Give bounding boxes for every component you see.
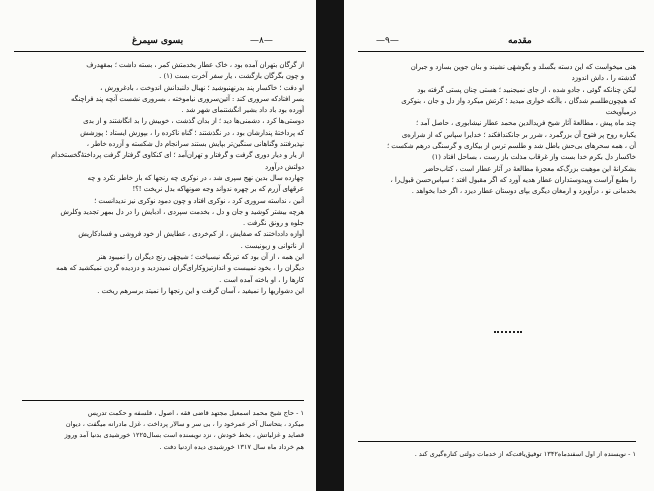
left-page (0, 0, 316, 491)
text-line: را بطبع آراست وپیدوستداران عطار هدیه آورد که اگر مقبول افتد ؛ سپاس‌حسن قبول‌را ، (390, 175, 636, 184)
left-page-header (14, 36, 306, 52)
text-line: بخدمانی نو ، درآویزد و ارمغان دیگری بپای دوستان عطار دیزد ، اگر خدا بخواهد . (411, 187, 636, 196)
right-page-body (356, 62, 636, 198)
text-line: این همه ، از آن بود که تیرنگه نیسیاخت ؛ شیچهٔی رنج دیگران را نمیبود هنر (96, 253, 304, 262)
text-line: آن ، همه سحرهای بی‌حش باطل شد و طلسم ترس از بیکاری و گرسنگی درهم شکست ؛ (386, 142, 636, 151)
text-line: از ناتوانی و زبونیست . (240, 241, 304, 250)
page-number: —۹— (376, 36, 399, 46)
footnote-line: میکرد ، بتحاسال آخر عمرخود را ، بی سر و سالار پرداخت ، غزل مادرانه میگفت ، دیوان (65, 420, 304, 429)
text-line: عرقهای آزرم که بر چهره ندواند وجه ضونهاکه بدل نریخت !؟! (132, 185, 304, 194)
text-line: درمیآویخت (605, 108, 636, 117)
footnote-line: هم خرداد ماه سال ۱۳۱۷ خورشیدی دیده ازدنیا دفت . (159, 442, 304, 451)
footnote-rule (358, 441, 636, 442)
footnote-line: ۱ - نویسنده از اول اسفندماه۱۳۴۲ توفیق‌یافت‌که از خدمات دولتی کناره‌گیری کند . (414, 450, 636, 458)
text-line: این دشواریها را نمیفید ، آسان گرفت و این رنجها را نمیتد برسرهم ریخت . (97, 286, 304, 295)
footnote (16, 408, 304, 453)
text-line: او دفت ؛ خاکسار پند بدرنهنبوشید ؛ نهبال دلنبدانش اندوخت ، بادغرورش ، (100, 83, 304, 92)
text-line: از یار و دیار دوری گرفت و گرفتار و تهران‌آمد ؛ ای کنکاوی گرفتار گرفت پرداختهٔ‌گخستخدام (50, 151, 304, 160)
text-line: کارها را ، او باخته آمده است . (219, 275, 304, 284)
text-line: آنین ، نداسته سروری کرد ، نوکری افتاد و چون دمود نوکری نیز ندیدانست ؛ (94, 196, 304, 205)
left-page-body (16, 60, 304, 297)
text-line: دولتش درآورد (264, 162, 304, 171)
text-line: دیگران را ، بخود نمیبست و اندازتیزوکارای‌گران نمیدزدید و دزدیده گردن نمیکشید که همه (56, 264, 304, 273)
text-line: چهارده سال بدین نهج سپری شد ، در نوکری چه رنجها که بار خاطر نکرد و چه (87, 173, 304, 182)
text-line: هنی میخواست که این دسته بگسلد و بگوشهٔی نشیند و بنان جوین بسازد و جبران (410, 63, 636, 71)
text-line: یکباره روح پر فتوح آن بزرگمرد ، شرر بر جانکندافکند ؛ خدایرا سپاس که از شراره‌ی (401, 130, 636, 139)
text-line: جلوه و رونق نگرفت . (242, 219, 304, 228)
text-line: لیکن چنانکه گوئی ، جادو شده ، از جای نمیجنبید ؛ هستی چنان پستی گرفته بود (417, 85, 636, 94)
text-line: دوستی‌ها کرد ، دشمنی‌ها دید ؛ از بدان گذشت ، خوبیش را بد انگاشتند و از بدی (83, 117, 304, 126)
text-line: آوازه دادداختند که صفایش ، از کم‌خردی ، عطایش از خود فروشی و فسادکاریش (78, 230, 304, 239)
text-line: که پرداختهٔ پندارشان بود ، در نگذشتند ؛ گناه ناکرده را ، بپوزش ایستاد ؛ پوزشش (80, 128, 304, 137)
text-line: گذشته را ، داش اندوزد (571, 74, 636, 83)
header-rule (358, 51, 644, 52)
running-title: مقدمه (508, 36, 532, 46)
text-line: بشکرانهٔ این موهبت بزرگ‌که معجزهٔ مطالعهٔ در آثار عطار است ، کتاب‌حاضر (423, 164, 636, 173)
text-line: آورده بود باد داد بشیر انگشتنمای شهر شد . (181, 106, 304, 115)
text-line: چند ماه پیش ، مطالعهٔ آثار شیخ فریدالدین محمد عطار نیشابوری ، حاصل آمد ؛ (416, 119, 636, 128)
text-line: خاکسار دل بکرم خدا بست واز غرقاب مذلت باز رست ، بساحل افتاد (۱) (431, 153, 636, 162)
text-line: که هیچون‌طلسم شدگان ، باآنکه خواری میدید ؛ کرتش میکرد واز دل و جان ، بنوکری (401, 96, 636, 105)
book-gutter (316, 0, 344, 491)
running-title: بسوی سیمرغ (132, 36, 184, 46)
section-ornament (494, 318, 522, 324)
text-line: از گرگان بتهران آمده بود ، خاک عطار بخدمتش کمر ، بسته داشت ؛ بمقهدرف (86, 61, 304, 69)
text-line: بسر افتادکه سروری کند : آئین‌سروری نیاموخته ، بسروری نشست آنچه پند فراچنگه (70, 94, 304, 103)
page-number: —۸— (250, 36, 273, 46)
right-page (344, 0, 654, 491)
right-page-header (358, 36, 644, 52)
footnote (356, 449, 636, 460)
header-rule (14, 51, 306, 52)
footnote-rule (22, 400, 304, 401)
text-line: و چون بگرگان بازگشت ، یار سفر آخرت بست (۱) . (159, 72, 304, 81)
footnote-line: قصاید و غزلیاتش ، بخط خودش ، نزد نویسنده است بسال۱۲۲۵ خورشیدی بدنیا آمد وروز (64, 431, 304, 440)
text-line: هرچه بیشتر کوشید و جان و دل ، بخدمت سپردی ، ادبایش را در دل بمهر تجدید وکلرش (60, 207, 304, 216)
text-line: نپذیرفتند وگناهانی سنگین‌تر بپایش بستند سرانجام دل شکسته و آزرده خاطر ، (86, 140, 304, 149)
footnote-line: ۱ - حاج شیخ محمد اسمعیل مجتهد قاضی فقه ، اصول ، فلسفه و حکمت تدریس (87, 409, 304, 417)
